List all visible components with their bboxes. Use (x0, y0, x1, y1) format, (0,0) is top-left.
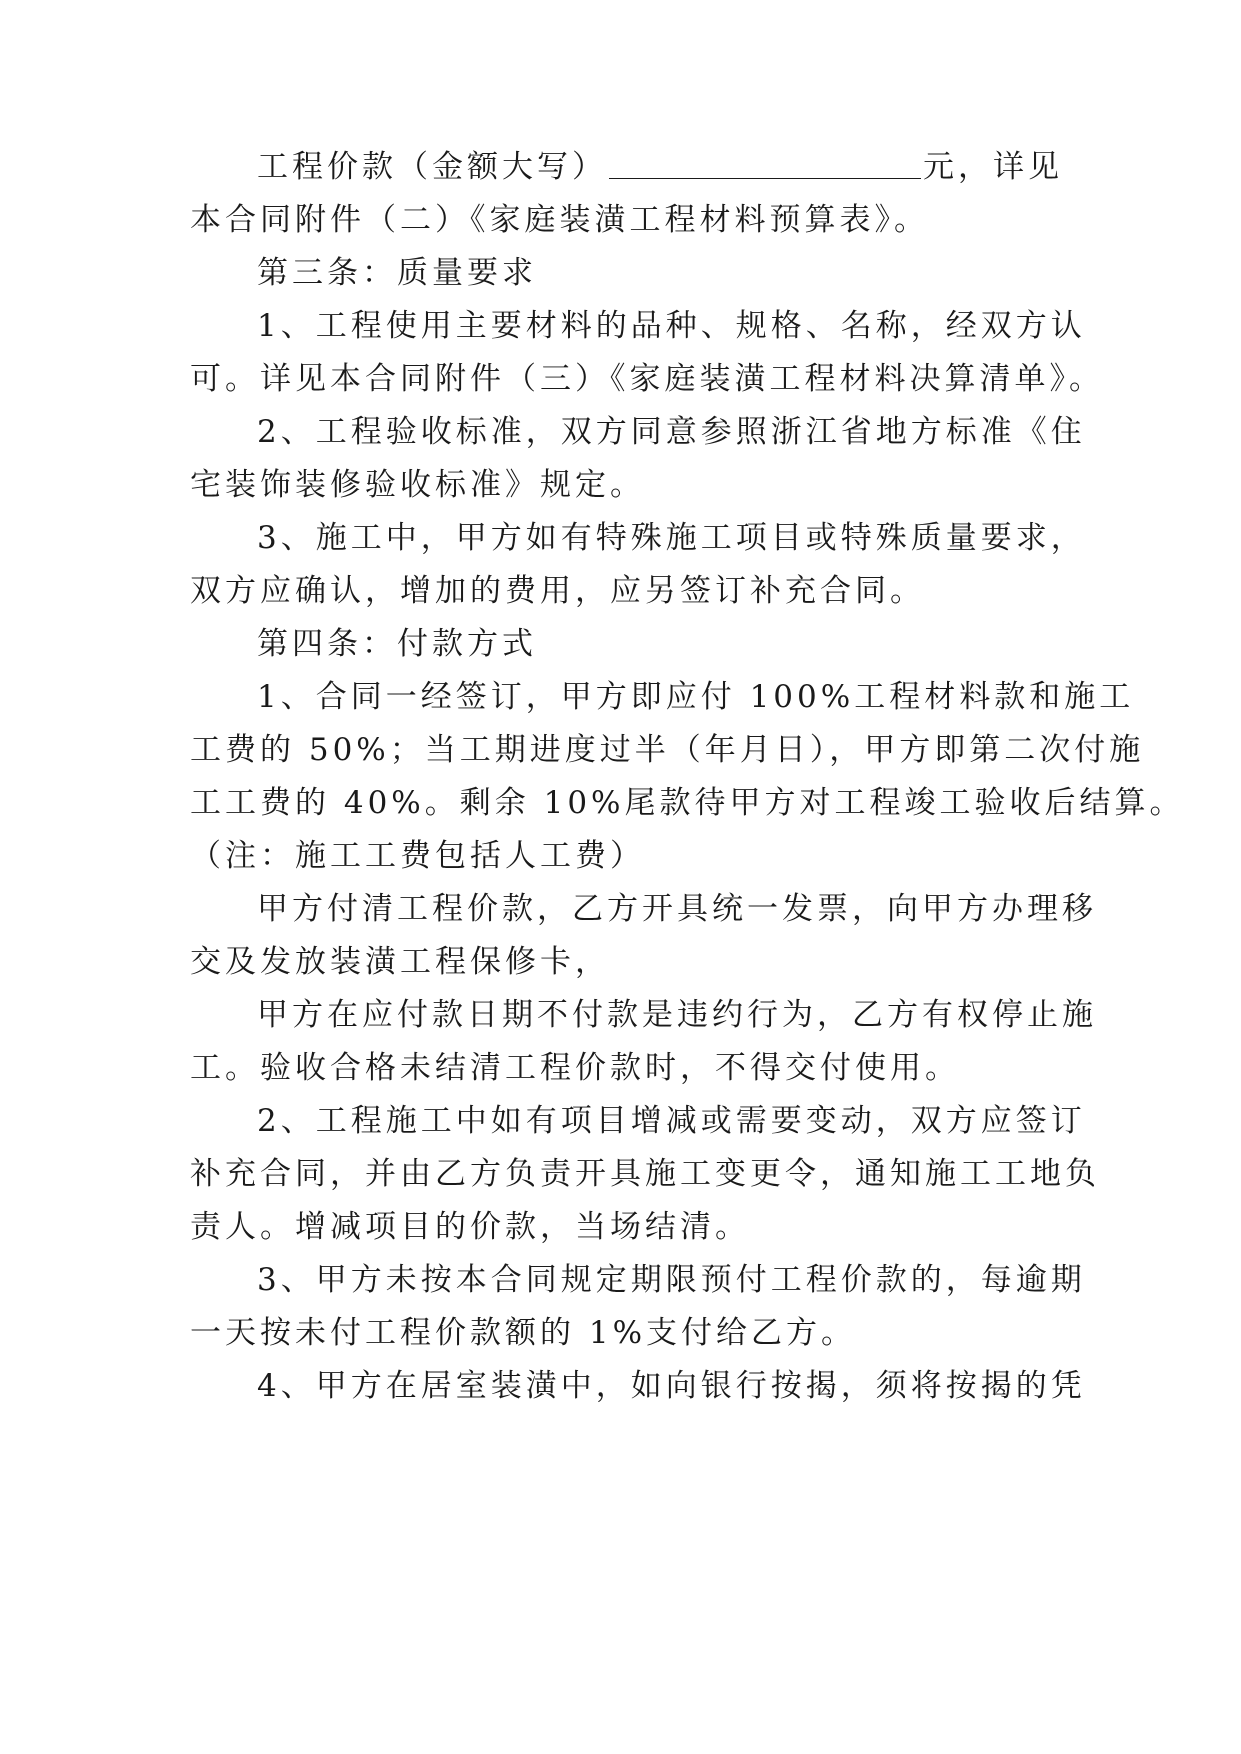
paragraph-line: 补充合同，并由乙方负责开具施工变更令，通知施工工地负 (190, 1156, 1100, 1192)
paragraph-line: 双方应确认，增加的费用，应另签订补充合同。 (190, 573, 925, 609)
paragraph-line: 3、甲方未按本合同规定期限预付工程价款的，每逾期 (257, 1262, 1086, 1298)
paragraph-line: 可。详见本合同附件（三）《家庭装潢工程材料决算清单》。 (190, 361, 1104, 397)
paragraph-line: 本合同附件（二）《家庭装潢工程材料预算表》。 (190, 202, 929, 238)
section-heading-payment: 第四条：付款方式 (257, 626, 537, 662)
price-suffix: 元，详见 (923, 149, 1063, 185)
paragraph-line: 4、甲方在居室装潢中，如向银行按揭，须将按揭的凭 (257, 1368, 1086, 1404)
paragraph-line: 1、工程使用主要材料的品种、规格、名称，经双方认 (257, 308, 1086, 344)
price-line (257, 147, 1097, 187)
amount-blank-field[interactable] (609, 148, 921, 179)
paragraph-line: 工费的 50%；当工期进度过半（年月日），甲方即第二次付施 (190, 732, 1145, 768)
paragraph-line: 一天按未付工程价款额的 1%支付给乙方。 (190, 1315, 857, 1351)
paragraph-line: 交及发放装潢工程保修卡， (190, 944, 610, 980)
paragraph-line: 2、工程验收标准，双方同意参照浙江省地方标准《住 (257, 414, 1086, 450)
section-heading-quality: 第三条：质量要求 (257, 255, 537, 291)
paragraph-line: 宅装饰装修验收标准》规定。 (190, 467, 645, 503)
paragraph-line: 甲方付清工程价款，乙方开具统一发票，向甲方办理移 (257, 891, 1097, 927)
paragraph-line: 甲方在应付款日期不付款是违约行为，乙方有权停止施 (257, 997, 1097, 1033)
paragraph-line: 2、工程施工中如有项目增减或需要变动，双方应签订 (257, 1103, 1086, 1139)
paragraph-line: （注：施工工费包括人工费） (190, 838, 645, 874)
price-label: 工程价款（金额大写） (257, 149, 607, 185)
paragraph-line: 1、合同一经签订，甲方即应付 100%工程材料款和施工 (257, 679, 1135, 715)
paragraph-line: 3、施工中，甲方如有特殊施工项目或特殊质量要求， (257, 520, 1086, 556)
paragraph-line: 工。验收合格未结清工程价款时，不得交付使用。 (190, 1050, 960, 1086)
paragraph-line: 工工费的 40%。剩余 10%尾款待甲方对工程竣工验收后结算。 (190, 785, 1185, 821)
paragraph-line: 责人。增减项目的价款，当场结清。 (190, 1209, 750, 1245)
